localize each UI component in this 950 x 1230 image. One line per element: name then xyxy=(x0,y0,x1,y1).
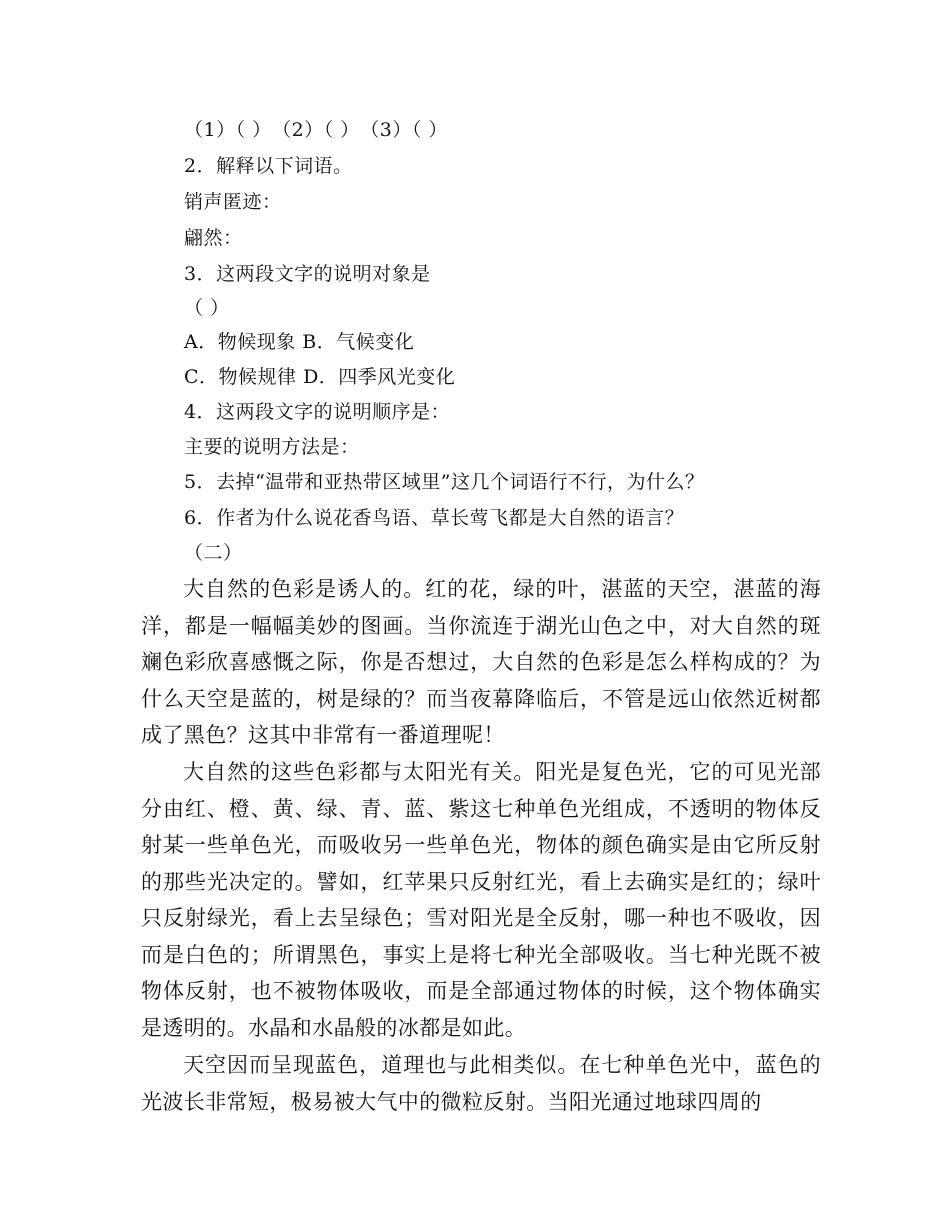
section-heading-two: （二） xyxy=(184,542,243,564)
answer-blanks: （1）（ ） （2）（ ） （3）（ ） xyxy=(184,119,448,141)
question-6: 6．作者为什么说花香鸟语、草长莺飞都是大自然的语言？ xyxy=(184,507,685,529)
question-4-method: 主要的说明方法是： xyxy=(184,436,360,458)
passage-paragraph-3: 天空因而呈现蓝色，道理也与此相类似。在七种单色光中，蓝色的光波长非常短，极易被大气中的微粒反射。当阳光通过地球四周的 xyxy=(141,1053,821,1114)
question-3-options-ab: A．物候现象 B．气候变化 xyxy=(184,331,415,353)
passage-paragraph-1: 大自然的色彩是诱人的。红的花，绿的叶，湛蓝的天空，湛蓝的海洋，都是一幅幅美妙的图画。当你流连于湖光山色之中，对大自然的斑斓色彩欣喜感慨之际，你是否想过，大自然的色彩是怎么样构成的？为什么天空是蓝的，树是绿的？而当夜幕降临后，不管是远山依然近树都成了黑色？这其中非常有一番道理呢！ xyxy=(141,577,821,747)
question-3: 3．这两段文字的说明对象是 xyxy=(184,263,431,285)
question-2-word-2: 翩然： xyxy=(184,227,243,249)
passage-paragraph-2: 大自然的这些色彩都与太阳光有关。阳光是复色光，它的可见光部分由红、橙、黄、绿、青、蓝、紫这七种单色光组成，不透明的物体反射某一些单色光，而吸收另一些单色光，物体的颜色确实是由它所反射的那些光决定的。譬如，红苹果只反射红光，看上去确实是红的；绿叶只反射绿光，看上去呈绿色；雪对阳光是全反射，哪一种也不吸收，因而是白色的；所谓黑色，事实上是将七种光全部吸收。当七种光既不被物体反射，也不被物体吸收，而是全部通过物体的时候，这个物体确实是透明的。水晶和水晶般的冰都是如此。 xyxy=(141,760,821,1040)
question-5: 5．去掉“温带和亚热带区域里”这几个词语行不行，为什么？ xyxy=(184,471,705,493)
question-2: 2．解释以下词语。 xyxy=(184,155,353,177)
question-3-options-cd: C．物候规律 D．四季风光变化 xyxy=(184,366,456,388)
question-3-blank: （ ） xyxy=(184,297,230,319)
question-2-word-1: 销声匿迹： xyxy=(184,191,282,213)
question-4: 4．这两段文字的说明顺序是： xyxy=(184,401,451,423)
